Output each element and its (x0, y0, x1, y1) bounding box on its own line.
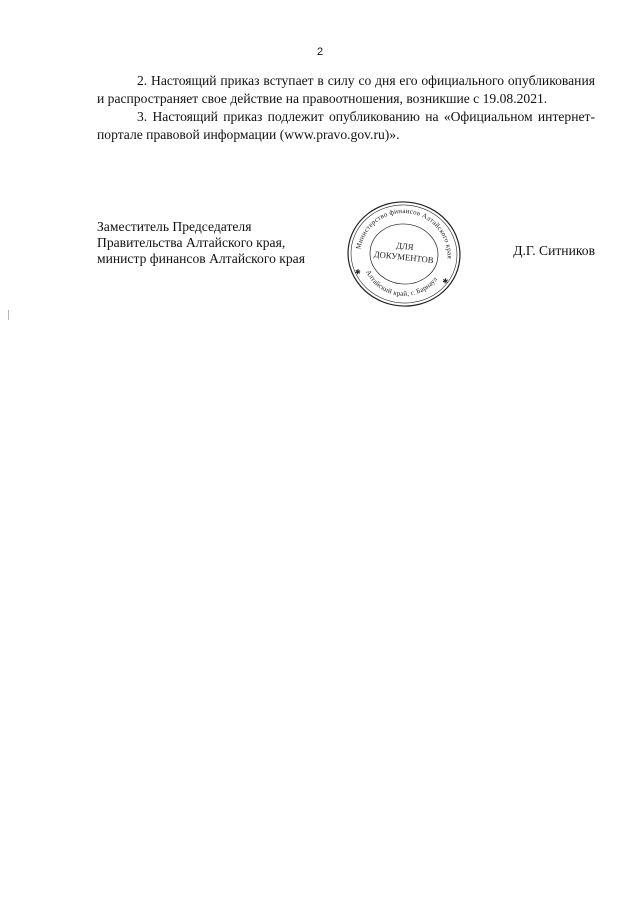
signer-title-line: Заместитель Председателя (97, 219, 252, 234)
paragraph-2: 2. Настоящий приказ вступает в силу со дня его официального опубликования и распространяет свое действие на правоотношения, возникшие с 19.08.2021. (97, 73, 595, 106)
paragraph-3: 3. Настоящий приказ подлежит опубликованию на «Официальном интернет-портале правовой информации (www.pravo.gov.ru)». (97, 109, 595, 142)
signer-title (97, 219, 337, 267)
seal-center-line-1: ДЛЯ (395, 240, 415, 252)
seal-ring-top-path: Министерство финансов Алтайского края (354, 206, 454, 259)
seal-ring-bottom-text (362, 268, 440, 302)
signer-name: Д.Г. Ситников (513, 243, 595, 258)
document-body (97, 72, 595, 144)
official-seal (344, 199, 464, 309)
official-seal-graphic (344, 199, 464, 309)
page-number: 2 (316, 46, 324, 58)
seal-star-icon: ✱ (354, 267, 362, 277)
seal-center-line-2: ДОКУМЕНТОВ (373, 248, 434, 266)
seal-ring-bottom-path: Алтайский край, г. Барнаул (364, 268, 440, 298)
seal-star-icon: ✱ (441, 277, 449, 286)
signer-title-line: Правительства Алтайского края, (97, 235, 286, 250)
scan-margin-mark (8, 310, 9, 320)
signer-title-line: министр финансов Алтайского края (97, 251, 305, 266)
